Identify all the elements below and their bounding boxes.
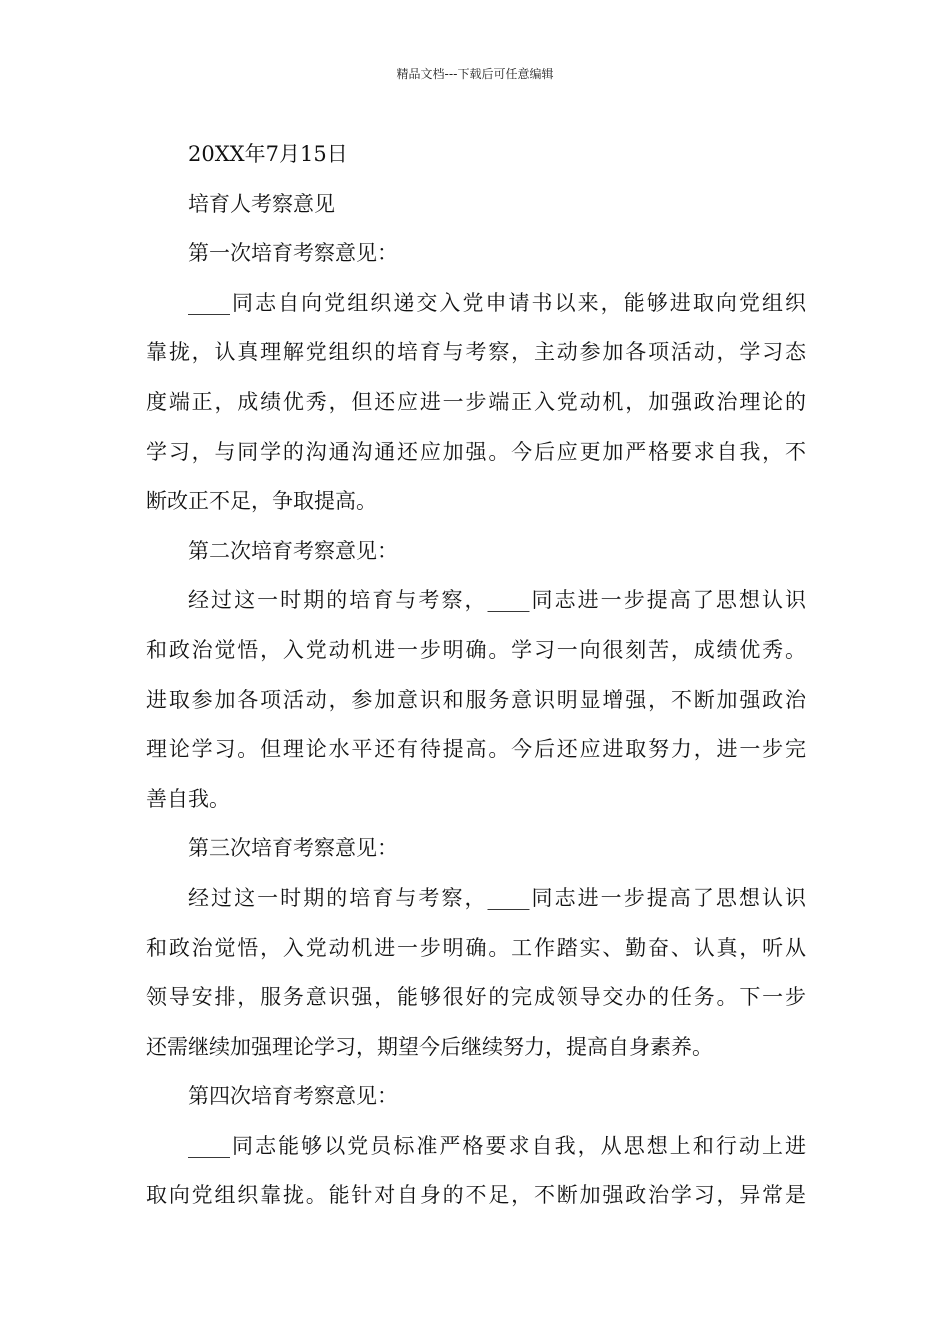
opinion2-line: 理论学习。但理论水平还有待提高。今后还应进取努力，进一步完 xyxy=(146,737,806,762)
opinion2-line: 和政治觉悟，入党动机进一步明确。学习一向很刻苦，成绩优秀。 xyxy=(146,637,806,662)
opinion4-line: ____同志能够以党员标准严格要求自我，从思想上和行动上进 xyxy=(188,1133,806,1158)
section-title: 培育人考察意见 xyxy=(188,191,335,216)
opinion4-heading: 第四次培育考察意见： xyxy=(188,1084,398,1109)
opinion2-line: 经过这一时期的培育与考察，____同志进一步提高了思想认识 xyxy=(188,588,806,613)
document-date: 20XX年7月15日 xyxy=(188,142,348,166)
opinion3-line: 经过这一时期的培育与考察，____同志进一步提高了思想认识 xyxy=(188,885,806,910)
document-body xyxy=(146,130,806,1221)
opinion3-line: 和政治觉悟，入党动机进一步明确。工作踏实、勤奋、认真，听从 xyxy=(146,935,806,960)
opinion2-line: 善自我。 xyxy=(146,786,230,811)
page-header: 精品文档---下载后可任意编辑 xyxy=(396,67,554,81)
opinion3-line: 还需继续加强理论学习，期望今后继续努力，提高自身素养。 xyxy=(146,1034,713,1059)
opinion1-line: 靠拢，认真理解党组织的培育与考察，主动参加各项活动，学习态 xyxy=(146,340,806,365)
opinion1-line: 学习，与同学的沟通沟通还应加强。今后应更加严格要求自我，不 xyxy=(146,439,806,464)
opinion1-line: 度端正，成绩优秀，但还应进一步端正入党动机，加强政治理论的 xyxy=(146,389,806,414)
opinion2-heading: 第二次培育考察意见： xyxy=(188,538,398,563)
opinion1-heading: 第一次培育考察意见： xyxy=(188,241,398,266)
opinion1-line: 断改正不足，争取提高。 xyxy=(146,489,377,514)
opinion1-line: ____同志自向党组织递交入党申请书以来，能够进取向党组织 xyxy=(188,290,806,315)
opinion4-line: 取向党组织靠拢。能针对自身的不足，不断加强政治学习，异常是 xyxy=(146,1183,806,1208)
opinion3-line: 领导安排，服务意识强，能够很好的完成领导交办的任务。下一步 xyxy=(146,985,806,1010)
opinion2-line: 进取参加各项活动，参加意识和服务意识明显增强，不断加强政治 xyxy=(146,687,806,712)
opinion3-heading: 第三次培育考察意见： xyxy=(188,836,398,861)
